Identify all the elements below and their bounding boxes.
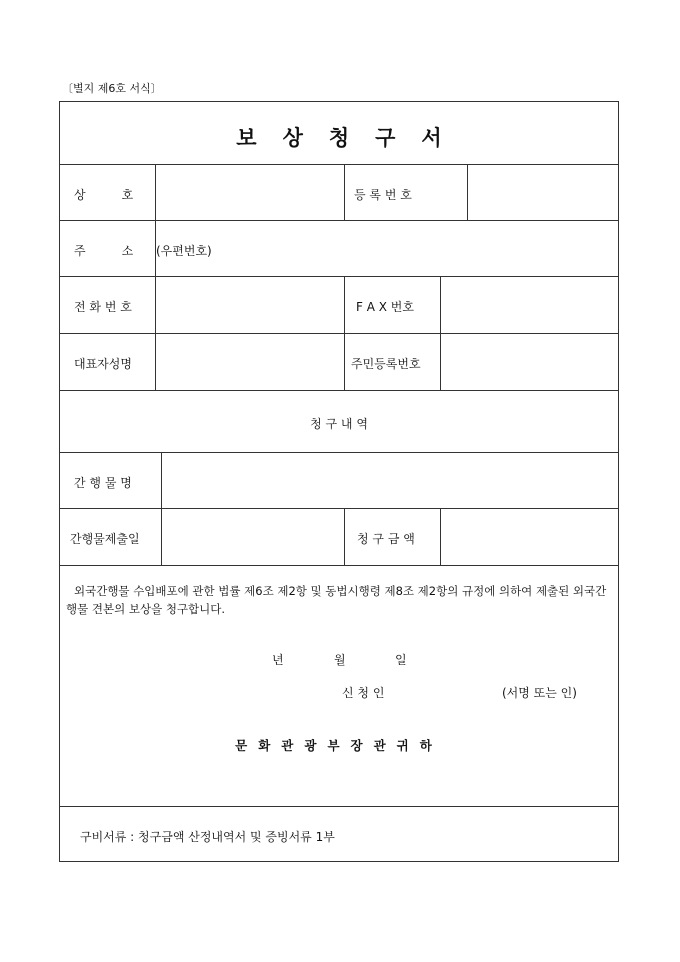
col-divider — [344, 164, 345, 220]
claim-form — [59, 101, 619, 862]
postal-code-label: (우편번호) — [156, 244, 212, 258]
date-year-label: 년 — [272, 653, 284, 667]
col-divider — [344, 276, 345, 390]
rep-name-label: 대표자성명 — [74, 357, 132, 371]
applicant-label: 신 청 인 — [342, 686, 385, 700]
claim-amount-field[interactable] — [441, 509, 618, 565]
phone-label: 전 화 번 호 — [74, 300, 132, 314]
applicant-field[interactable] — [400, 680, 500, 702]
date-day-label: 일 — [395, 653, 407, 667]
company-label: 상 호 — [74, 188, 134, 202]
address-label: 주 소 — [74, 244, 134, 258]
row-divider — [60, 565, 618, 566]
fax-field[interactable] — [441, 277, 618, 333]
rep-name-field[interactable] — [156, 334, 344, 390]
claim-section-title: 청 구 내 역 — [310, 417, 368, 431]
date-month-label: 월 — [334, 653, 346, 667]
row-divider — [60, 806, 618, 807]
claim-amount-label: 청 구 금 액 — [357, 532, 415, 546]
reg-no-label: 등 록 번 호 — [354, 188, 412, 202]
pub-submit-date-label: 간행물제출일 — [70, 532, 140, 546]
col-divider — [344, 508, 345, 565]
required-documents: 구비서류 : 청구금액 산정내역서 및 증빙서류 1부 — [80, 830, 335, 844]
resident-no-field[interactable] — [441, 334, 618, 390]
address-field[interactable] — [156, 221, 618, 276]
resident-no-label: 주민등록번호 — [351, 357, 421, 371]
pub-name-label: 간 행 물 명 — [74, 476, 132, 490]
reg-no-field[interactable] — [468, 165, 618, 220]
fax-label: F A X 번호 — [356, 300, 414, 314]
pub-name-field[interactable] — [162, 453, 618, 508]
form-title: 보상청구서 — [236, 125, 468, 150]
addressee: 문화관광부장관귀하 — [235, 738, 443, 753]
company-field[interactable] — [156, 165, 344, 220]
phone-field[interactable] — [156, 277, 344, 333]
form-number-label: 〔별지 제6호 서식〕 — [62, 82, 162, 95]
signature-note: (서명 또는 인) — [502, 686, 577, 700]
claim-statement: 외국간행물 수입배포에 관한 법률 제6조 제2항 및 동법시행령 제8조 제2항의 규정에 의하여 제출된 외국간행물 견본의 보상을 청구합니다. — [66, 584, 607, 616]
pub-submit-date-field[interactable] — [162, 509, 344, 565]
row-divider — [60, 390, 618, 391]
